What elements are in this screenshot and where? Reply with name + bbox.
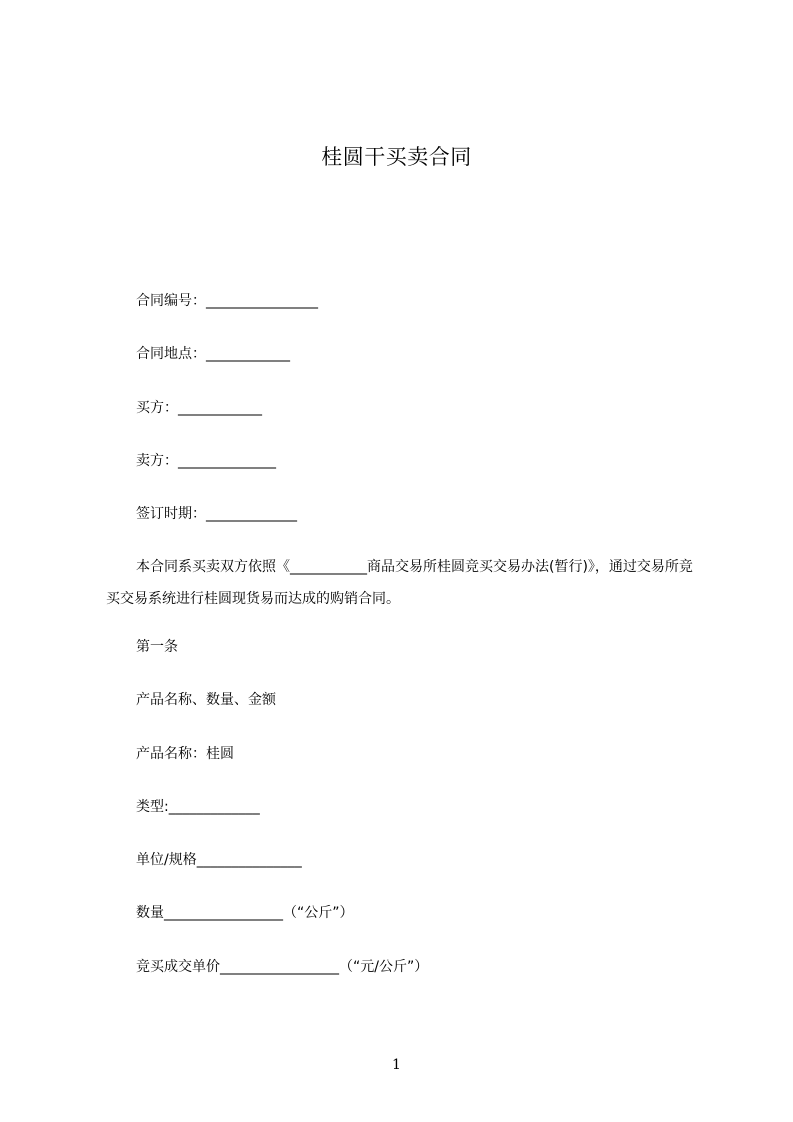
buyer-field: 买方：____________ (136, 400, 262, 416)
sign-date-field: 签订时期：_____________ (136, 506, 297, 522)
unit-spec-field: 单位/规格_______________ (136, 852, 302, 868)
article-1-subheading: 产品名称、数量、金额 (136, 692, 276, 708)
intro-paragraph-text: 本合同系买卖双方依照《___________商品交易所桂圆竞买交易办法(暂行)》，通过交易所竞买交易系统进行桂圆现货易而达成的购销合同。 (106, 559, 693, 607)
contract-number-field: 合同编号：________________ (136, 293, 318, 309)
quantity-field: 数量_________________（“公斤”） (136, 905, 354, 921)
article-1-heading: 第一条 (136, 639, 178, 655)
unit-price-field: 竞买成交单价_________________（“元/公斤”） (136, 959, 429, 975)
document-title: 桂圆干买卖合同 (321, 145, 472, 169)
seller-field: 卖方：______________ (136, 453, 276, 469)
page-number: 1 (392, 1057, 401, 1073)
product-name-line: 产品名称：桂圆 (136, 746, 234, 762)
contract-place-field: 合同地点：____________ (136, 346, 290, 362)
type-field: 类型:_____________ (136, 799, 260, 815)
intro-paragraph (106, 551, 706, 615)
